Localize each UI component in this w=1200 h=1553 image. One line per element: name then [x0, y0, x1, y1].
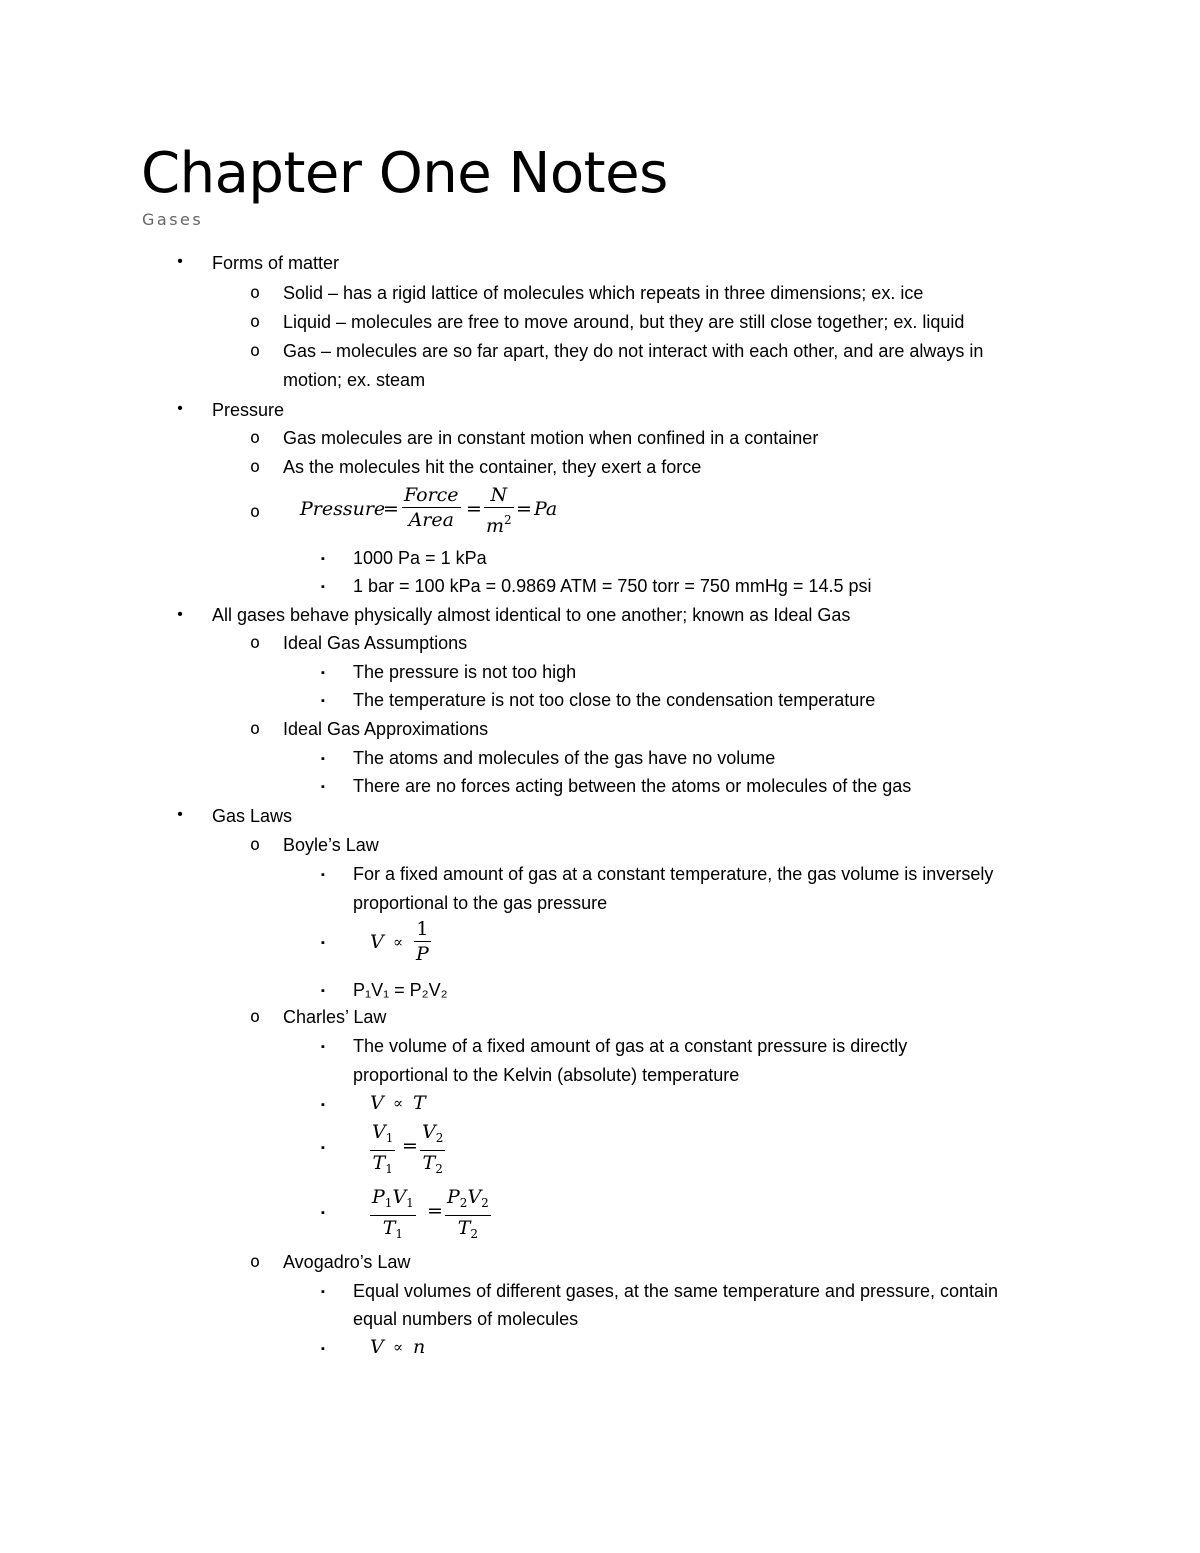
math-area: Area — [408, 509, 454, 531]
list-item: As the molecules hit the container, they exert a force — [283, 457, 702, 477]
math-pressure: Pressure — [300, 498, 386, 520]
math-equals: = — [402, 1135, 418, 1157]
bullet-square: ▪ — [321, 1099, 325, 1111]
math-sub: 1 — [385, 1131, 394, 1145]
list-item: There are no forces acting between the atoms or molecules of the gas — [353, 776, 912, 796]
math-t: T — [372, 1152, 386, 1174]
math-t: T — [457, 1217, 471, 1239]
bullet-square: ▪ — [321, 553, 325, 565]
list-item: Ideal Gas Assumptions — [283, 633, 468, 653]
bullet-square: ▪ — [321, 1207, 325, 1219]
fraction-n-m2 — [484, 483, 514, 538]
list-item-continuation: proportional to the gas pressure — [353, 893, 608, 913]
math-equals: = — [516, 498, 532, 520]
bullet-circle: o — [249, 428, 261, 448]
math-equals: = — [427, 1200, 443, 1222]
list-item: 1 bar = 100 kPa = 0.9869 ATM = 750 torr = 750 mmHg = 14.5 psi — [353, 576, 872, 596]
bullet-circle: o — [249, 283, 261, 303]
math-exponent: 2 — [504, 513, 512, 527]
list-item: The atoms and molecules of the gas have no volume — [353, 748, 776, 768]
bullet-dot: • — [177, 253, 183, 270]
math-v: V — [422, 1121, 436, 1143]
math-v: V — [372, 1121, 386, 1143]
math-p: P — [416, 943, 429, 965]
bullet-square: ▪ — [321, 985, 325, 997]
bullet-square: ▪ — [321, 695, 325, 707]
list-item: The volume of a fixed amount of gas at a constant pressure is directly — [353, 1036, 908, 1056]
fraction-p2v2-t2 — [445, 1185, 491, 1246]
math-v: V — [392, 1186, 407, 1208]
bullet-circle: o — [249, 719, 261, 739]
bullet-square: ▪ — [321, 1041, 325, 1053]
fraction-1-over-p — [414, 917, 431, 966]
math-sub: 1 — [385, 1162, 393, 1176]
list-item-continuation: proportional to the Kelvin (absolute) temperature — [353, 1065, 740, 1085]
math-v: V — [370, 931, 384, 953]
math-sub: 2 — [470, 1227, 479, 1241]
fraction-v1-t1 — [370, 1120, 395, 1181]
list-item: Liquid – molecules are free to move around, but they are still close together; ex. liquid — [283, 312, 965, 332]
bullet-square: ▪ — [321, 667, 325, 679]
math-sub: 2 — [435, 1162, 443, 1176]
math-sub: 2 — [481, 1196, 489, 1210]
math-proportional: ∝ — [393, 1338, 404, 1356]
page-title: Chapter One Notes — [141, 141, 668, 206]
list-item: Forms of matter — [212, 253, 340, 273]
bullet-square: ▪ — [321, 1142, 325, 1154]
bullet-circle: o — [249, 1007, 261, 1027]
math-m: m — [486, 515, 505, 537]
bullet-circle: o — [249, 835, 261, 855]
list-item: Gas molecules are in constant motion when confined in a container — [283, 428, 819, 448]
list-item: Avogadro’s Law — [283, 1252, 411, 1272]
math-sub: 2 — [459, 1196, 468, 1210]
math-v: V — [370, 1092, 384, 1114]
list-item: Charles’ Law — [283, 1007, 387, 1027]
math-one: 1 — [414, 917, 431, 942]
fraction-force-area — [402, 483, 461, 532]
bullet-dot: • — [177, 400, 183, 417]
bullet-square: ▪ — [321, 781, 325, 793]
bullet-circle: o — [249, 457, 261, 477]
bullet-square: ▪ — [321, 1343, 325, 1355]
math-t: T — [382, 1217, 396, 1239]
list-item: Ideal Gas Approximations — [283, 719, 489, 739]
list-item: Solid – has a rigid lattice of molecules which repeats in three dimensions; ex. ice — [283, 283, 924, 303]
bullet-circle: o — [249, 312, 261, 332]
list-item: Gas Laws — [212, 806, 293, 826]
list-item: Gas – molecules are so far apart, they do not interact with each other, and are always in — [283, 341, 984, 361]
page-subtitle: Gases — [142, 210, 204, 229]
bullet-square: ▪ — [321, 937, 325, 949]
bullet-dot: • — [177, 806, 183, 823]
math-force: Force — [404, 484, 459, 506]
list-item: For a fixed amount of gas at a constant temperature, the gas volume is inversely — [353, 864, 994, 884]
math-proportional: ∝ — [393, 933, 404, 951]
math-v: V — [370, 1336, 384, 1358]
math-n: n — [413, 1336, 426, 1358]
bullet-dot: • — [177, 606, 183, 623]
list-item: All gases behave physically almost identical to one another; known as Ideal Gas — [212, 605, 851, 625]
list-item: Pressure — [212, 400, 285, 420]
bullet-square: ▪ — [321, 869, 325, 881]
list-item: The temperature is not too close to the condensation temperature — [353, 690, 876, 710]
math-sub: 1 — [395, 1227, 404, 1241]
math-sub: 1 — [384, 1196, 393, 1210]
list-item: 1000 Pa = 1 kPa — [353, 548, 487, 568]
bullet-circle: o — [249, 502, 261, 522]
math-pa: Pa — [534, 498, 558, 520]
bullet-circle: o — [249, 1252, 261, 1272]
math-t: T — [422, 1152, 436, 1174]
math-sub: 2 — [435, 1131, 444, 1145]
math-equals: = — [466, 498, 482, 520]
list-item: Boyle’s Law — [283, 835, 379, 855]
fraction-v2-t2 — [420, 1120, 445, 1181]
math-p: P — [447, 1186, 460, 1208]
list-item-continuation: equal numbers of molecules — [353, 1309, 579, 1329]
bullet-circle: o — [249, 633, 261, 653]
list-item: The pressure is not too high — [353, 662, 577, 682]
math-v: V — [467, 1186, 482, 1208]
list-item: Equal volumes of different gases, at the same temperature and pressure, contain — [353, 1281, 999, 1301]
math-t: T — [413, 1092, 426, 1114]
list-item: P₁V₁ = P₂V₂ — [353, 980, 448, 1000]
math-sub: 1 — [406, 1196, 414, 1210]
bullet-square: ▪ — [321, 753, 325, 765]
math-equals: = — [383, 498, 399, 520]
math-proportional: ∝ — [393, 1094, 404, 1112]
bullet-square: ▪ — [321, 1286, 325, 1298]
fraction-p1v1-t1 — [370, 1185, 416, 1246]
bullet-square: ▪ — [321, 581, 325, 593]
bullet-circle: o — [249, 341, 261, 361]
math-n: N — [484, 483, 514, 508]
list-item-continuation: motion; ex. steam — [283, 370, 426, 390]
math-p: P — [372, 1186, 385, 1208]
